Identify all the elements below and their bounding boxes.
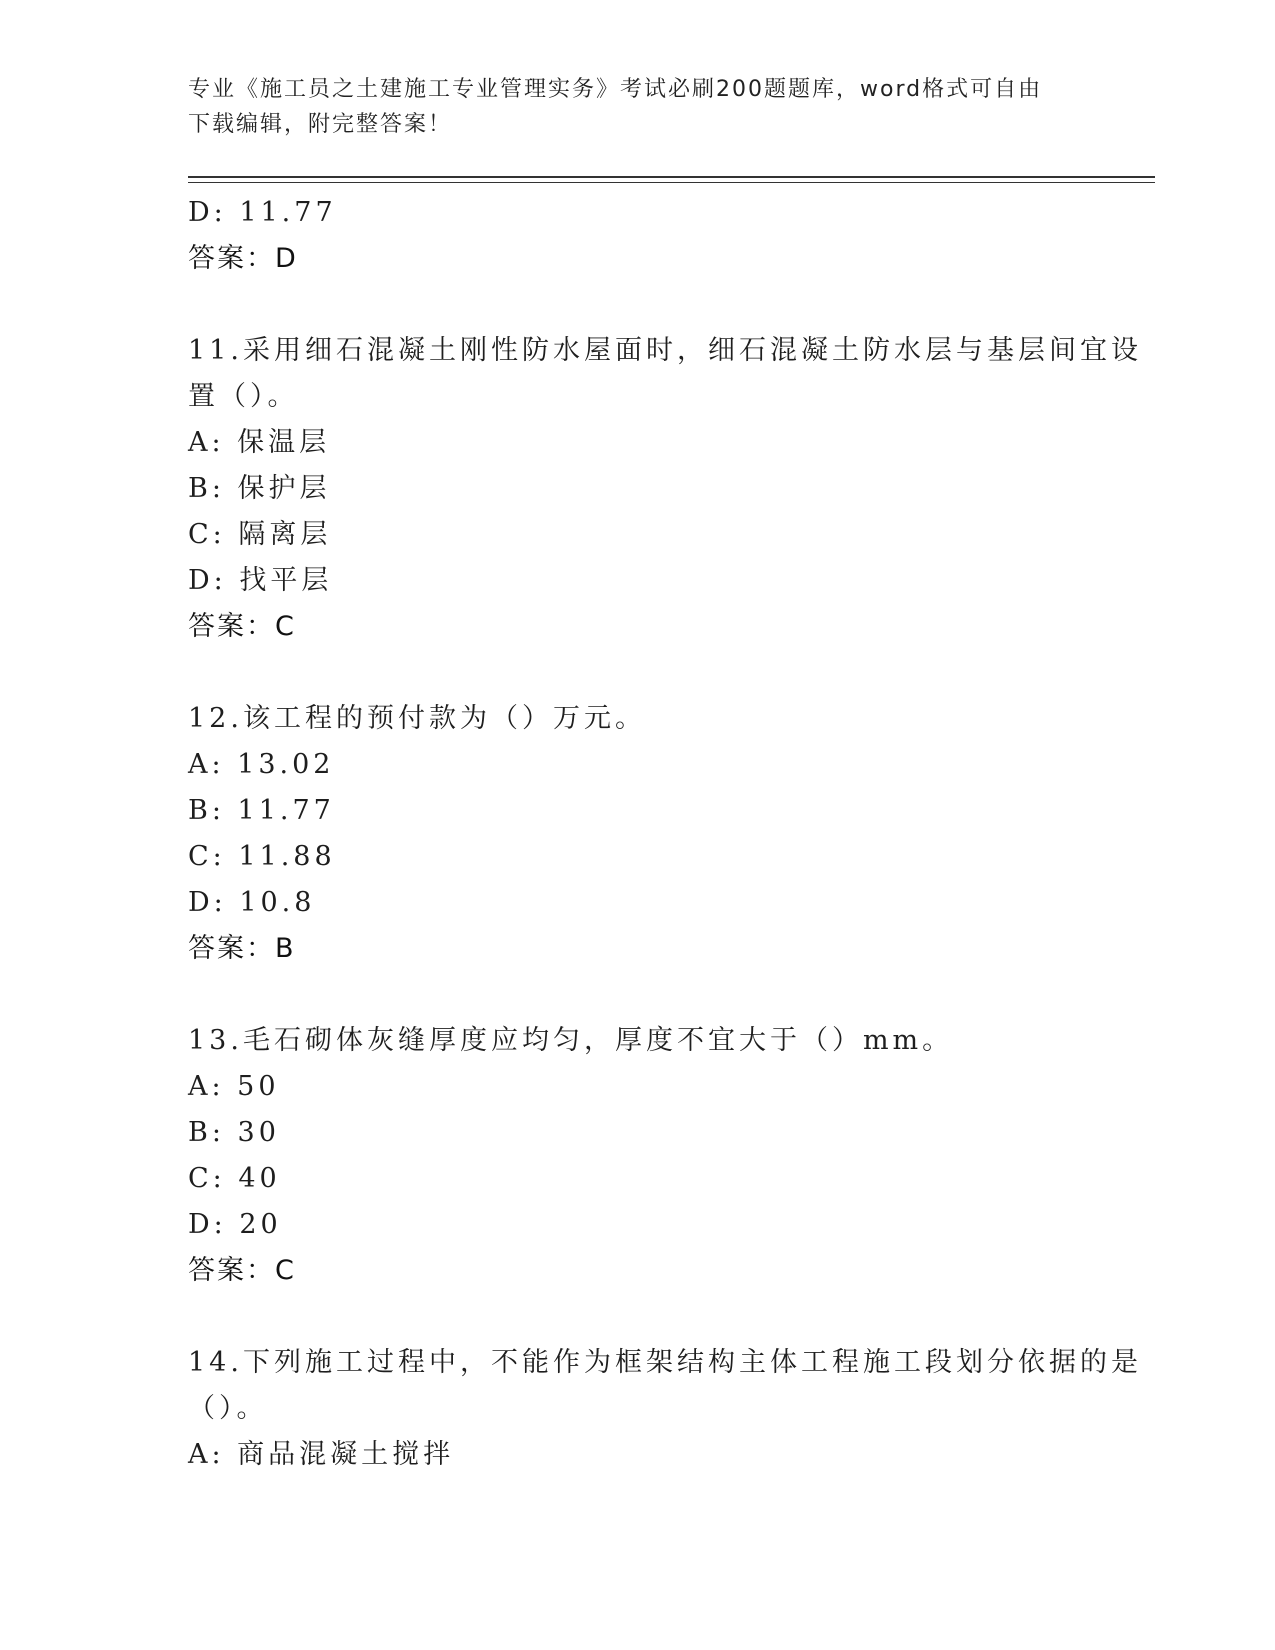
question-14 xyxy=(188,1340,1142,1478)
option-a: A: 商品混凝土搅拌 xyxy=(188,1439,455,1470)
option-d: D: 11.77 xyxy=(188,197,337,228)
spacer xyxy=(188,650,1088,696)
option-d: D: 找平层 xyxy=(188,565,333,596)
option-c: C: 隔离层 xyxy=(188,519,332,550)
prev-question-tail xyxy=(188,190,1088,282)
option-b: B: 30 xyxy=(188,1117,280,1148)
question-list xyxy=(188,190,1142,1478)
option-a: A: 保温层 xyxy=(188,427,331,458)
option-c: C: 40 xyxy=(188,1163,281,1194)
option-d: D: 20 xyxy=(188,1209,282,1240)
question-12 xyxy=(188,696,1088,972)
answer-line: 答案：D xyxy=(188,243,298,274)
answer-line: 答案：B xyxy=(188,933,296,964)
option-b: B: 保护层 xyxy=(188,473,331,504)
option-a: A: 50 xyxy=(188,1071,280,1102)
option-b: B: 11.77 xyxy=(188,795,335,826)
answer-line: 答案：C xyxy=(188,1255,296,1286)
answer-line: 答案：C xyxy=(188,611,296,642)
option-c: C: 11.88 xyxy=(188,841,336,872)
spacer xyxy=(188,282,1088,328)
header-line-1: 专业《施工员之土建施工专业管理实务》考试必刷200题题库，word格式可自由 xyxy=(188,77,1043,102)
header-line-2: 下载编辑，附完整答案！ xyxy=(188,112,453,137)
question-11 xyxy=(188,328,1142,650)
question-stem: 12.该工程的预付款为（）万元。 xyxy=(188,703,646,734)
question-stem: 13.毛石砌体灰缝厚度应均匀，厚度不宜大于（）mm。 xyxy=(188,1025,954,1056)
header-divider-thick xyxy=(188,176,1155,178)
question-13 xyxy=(188,1018,1088,1294)
header-divider-thin xyxy=(188,182,1155,183)
spacer xyxy=(188,1294,1088,1340)
question-stem: 14.下列施工过程中，不能作为框架结构主体工程施工段划分依据的是 xyxy=(188,1347,1142,1378)
option-a: A: 13.02 xyxy=(188,749,335,780)
spacer xyxy=(188,972,1088,1018)
question-stem: 11.采用细石混凝土刚性防水屋面时，细石混凝土防水层与基层间宜设 xyxy=(188,335,1142,366)
question-stem-continued: 置（）。 xyxy=(188,381,299,412)
document-header xyxy=(188,72,1068,142)
question-stem-continued: （）。 xyxy=(188,1393,268,1424)
option-d: D: 10.8 xyxy=(188,887,316,918)
